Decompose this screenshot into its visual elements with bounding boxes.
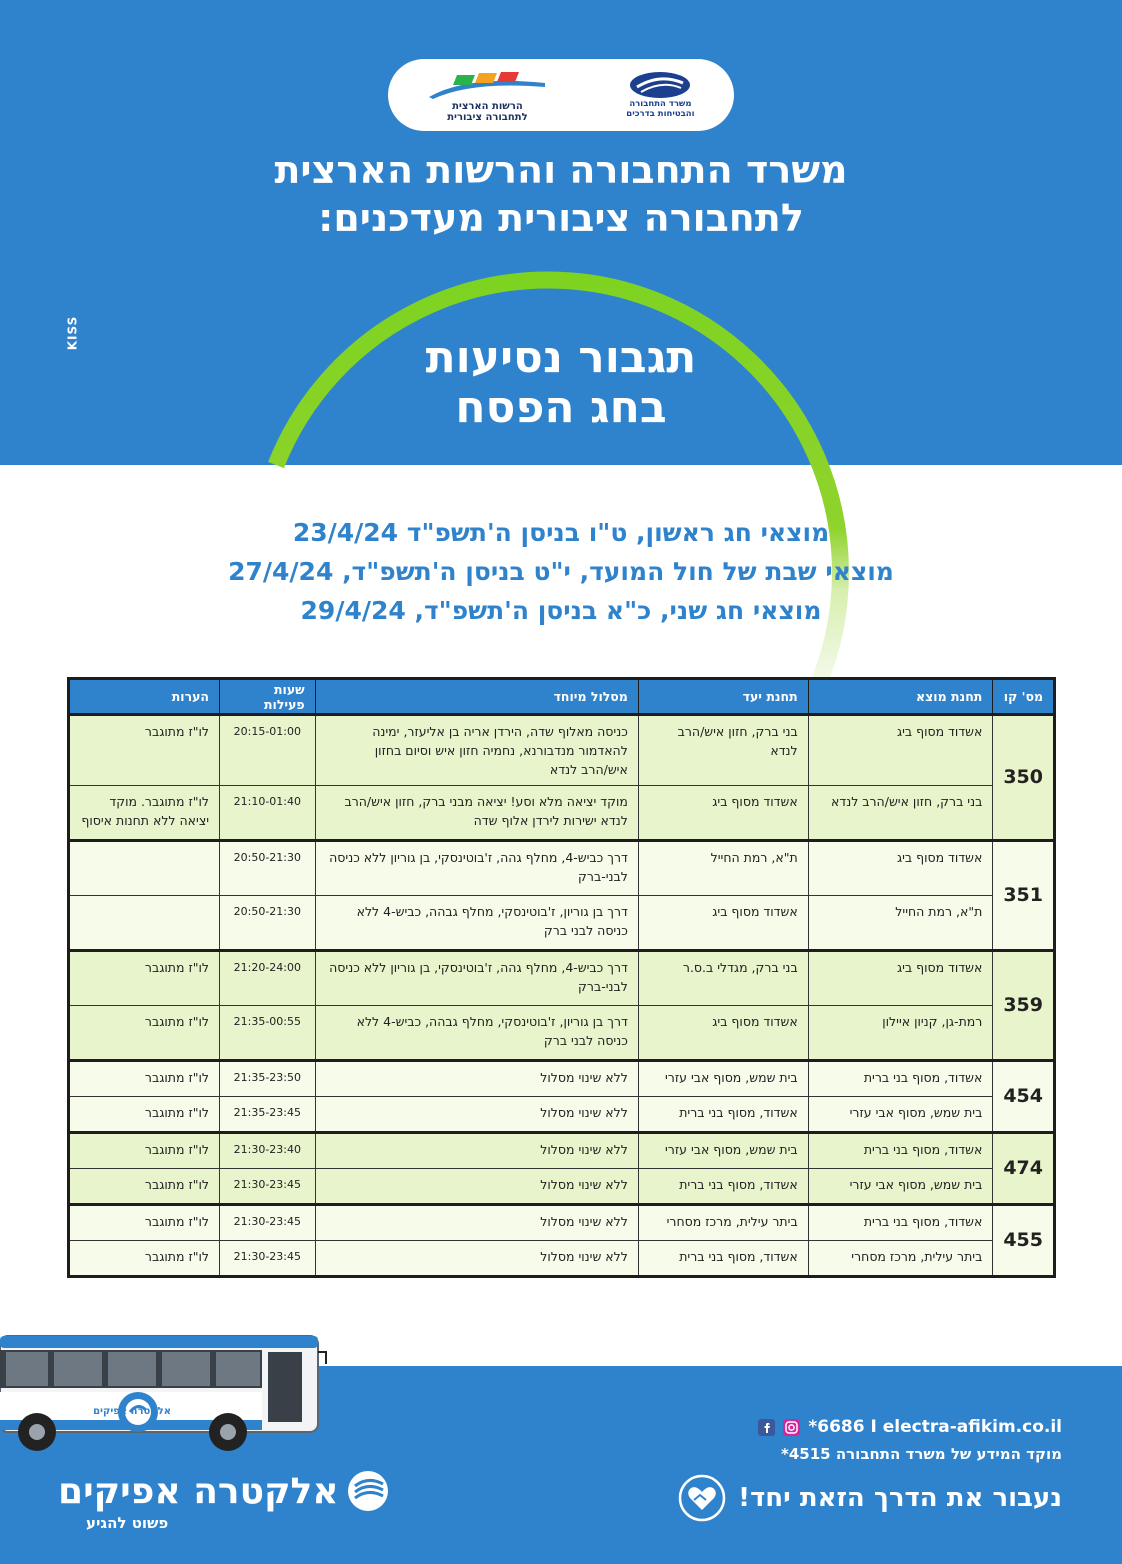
- headline-line2: לתחבורה ציבורית מעדכנים:: [318, 196, 804, 240]
- origin-cell: אשדוד, מסוף בני ברית: [808, 1061, 993, 1097]
- route-cell: ללא שינוי מסלול: [315, 1169, 638, 1205]
- notes-cell: לו"ז מתוגבר: [69, 1061, 220, 1097]
- date-line: מוצאי חג שני, כ"א בניסן ה'תשפ"ד, 29/4/24: [300, 596, 822, 625]
- instagram-icon[interactable]: [783, 1419, 800, 1436]
- route-cell: ללא שינוי מסלול: [315, 1061, 638, 1097]
- bus-illustration: [0, 1330, 330, 1460]
- notes-cell: לו"ז מתוגבר: [69, 951, 220, 1006]
- electra-afikim-logo: [58, 1470, 389, 1532]
- route-cell: כניסה מאלוף שדה, הירדן אריה בן אליעזר, ימינה להאדמור מנדבורנא, נחמיה חזון איש וסיום בחזון איש/הרב לנדא: [315, 715, 638, 786]
- destination-cell: ת"א, רמת החייל: [638, 841, 808, 896]
- notes-cell: לו"ז מתוגבר: [69, 1169, 220, 1205]
- announcement-headline: [0, 146, 1122, 242]
- nta-name-line2: לתחבורה ציבורית: [447, 112, 528, 123]
- hours-cell: 21:35-23:45: [220, 1097, 316, 1133]
- line-number: 350: [993, 715, 1055, 841]
- table-row: [69, 841, 1055, 896]
- hours-cell: 20:50-21:30: [220, 896, 316, 951]
- title-line1: תגבור נסיעות: [425, 332, 697, 383]
- route-cell: דרך בן גוריון, ז'בוטינסקי, מחלף גבהה, כביש-4 ללא כניסה לבני ברק: [315, 896, 638, 951]
- column-header-line: מס' קו: [993, 679, 1055, 715]
- hours-cell: 21:20-24:00: [220, 951, 316, 1006]
- table-row: [69, 1061, 1055, 1097]
- line-number: 455: [993, 1205, 1055, 1277]
- facebook-icon[interactable]: [758, 1419, 775, 1436]
- service-dates: [0, 513, 1122, 630]
- nta-logo: [427, 67, 547, 123]
- notes-cell: [69, 896, 220, 951]
- destination-cell: בית שמש, מסוף אבי עזרי: [638, 1133, 808, 1169]
- schedule-table: [67, 677, 1056, 1278]
- line-group-351: [69, 841, 1055, 951]
- route-cell: מוקד יציאה מלא וסע! יציאה מבני ברק, חזון איש/הרב לנדא ישירות לירדן אלוף שדה: [315, 786, 638, 841]
- route-cell: דרך כביש-4, מחלף גהה, ז'בוטינסקי, בן גוריון ללא כניסה לבני-ברק: [315, 841, 638, 896]
- notes-cell: לו"ז מתוגבר: [69, 715, 220, 786]
- page-title: [0, 333, 1122, 433]
- route-cell: ללא שינוי מסלול: [315, 1133, 638, 1169]
- notes-cell: [69, 841, 220, 896]
- contact-line[interactable]: *6686 I electra-afikim.co.il: [808, 1417, 1062, 1437]
- origin-cell: בני ברק, חזון איש/הרב לנדא: [808, 786, 993, 841]
- table-row: [69, 896, 1055, 951]
- line-group-474: [69, 1133, 1055, 1205]
- hours-cell: 21:30-23:40: [220, 1133, 316, 1169]
- origin-cell: רמת-גן, קניון איילון: [808, 1006, 993, 1061]
- destination-cell: אשדוד, מסוף בני ברית: [638, 1097, 808, 1133]
- notes-cell: לו"ז מתוגבר. מוקד יציאה ללא תחנות איסוף: [69, 786, 220, 841]
- origin-cell: בית שמש, מסוף אבי עזרי: [808, 1097, 993, 1133]
- slogan: [678, 1474, 1062, 1522]
- date-line: מוצאי חג ראשון, ט"ו בניסן ה'תשפ"ד 23/4/24: [292, 518, 830, 547]
- column-header-destination: תחנת יעד: [638, 679, 808, 715]
- date-line: מוצאי שבת של חול המועד, י"ט בניסן ה'תשפ"ד, 27/4/24: [228, 557, 894, 586]
- title-line2: בחג הפסח: [455, 382, 667, 433]
- origin-cell: אשדוד מסוף ביג: [808, 841, 993, 896]
- origin-cell: בית שמש, מסוף אבי עזרי: [808, 1169, 993, 1205]
- ministry-name-line1: משרד התחבורה: [629, 99, 692, 109]
- partner-logos: [388, 59, 734, 131]
- column-header-route: מסלול מיוחד: [315, 679, 638, 715]
- destination-cell: אשדוד, מסוף בני ברית: [638, 1169, 808, 1205]
- bus-brand-label: אלקטרה אפיקים: [93, 1406, 171, 1417]
- notes-cell: לו"ז מתוגבר: [69, 1205, 220, 1241]
- line-group-455: [69, 1205, 1055, 1277]
- table-row: [69, 1006, 1055, 1061]
- hours-cell: 21:30-23:45: [220, 1241, 316, 1277]
- contact-info: [758, 1413, 1062, 1463]
- hours-cell: 21:35-00:55: [220, 1006, 316, 1061]
- origin-cell: אשדוד מסוף ביג: [808, 951, 993, 1006]
- brand-tagline: פשוט להגיע: [86, 1514, 169, 1532]
- column-header-origin: תחנת מוצא: [808, 679, 993, 715]
- origin-cell: ת"א, רמת החייל: [808, 896, 993, 951]
- info-hotline: מוקד המידע של משרד התחבורה 4515*: [781, 1445, 1062, 1463]
- destination-cell: ביתר עילית, מרכז מסחרי: [638, 1205, 808, 1241]
- hours-cell: 21:30-23:45: [220, 1205, 316, 1241]
- table-header: [69, 679, 1055, 715]
- nta-logo-icon: [427, 67, 547, 101]
- column-header-notes: הערות: [69, 679, 220, 715]
- destination-cell: בית שמש, מסוף אבי עזרי: [638, 1061, 808, 1097]
- line-number: 351: [993, 841, 1055, 951]
- nta-name-line1: הרשות הארצית: [452, 101, 523, 112]
- line-group-454: [69, 1061, 1055, 1133]
- slogan-text: נעבור את הדרך הזאת יחד!: [738, 1483, 1062, 1513]
- hours-cell: 21:10-01:40: [220, 786, 316, 841]
- table-row: [69, 1133, 1055, 1169]
- table-row: [69, 786, 1055, 841]
- headline-line1: משרד התחבורה והרשות הארצית: [274, 148, 848, 192]
- line-number: 454: [993, 1061, 1055, 1133]
- destination-cell: בני ברק, חזון איש/הרב לנדא: [638, 715, 808, 786]
- origin-cell: אשדוד מסוף ביג: [808, 715, 993, 786]
- destination-cell: אשדוד, מסוף בני ברית: [638, 1241, 808, 1277]
- handshake-heart-icon: [678, 1474, 726, 1522]
- origin-cell: אשדוד, מסוף בני ברית: [808, 1133, 993, 1169]
- line-number: 359: [993, 951, 1055, 1061]
- table-row: [69, 715, 1055, 786]
- hours-cell: 20:15-01:00: [220, 715, 316, 786]
- table-row: [69, 1169, 1055, 1205]
- notes-cell: לו"ז מתוגבר: [69, 1241, 220, 1277]
- brand-mark-icon: [347, 1470, 389, 1512]
- hours-cell: 21:35-23:50: [220, 1061, 316, 1097]
- destination-cell: אשדוד מסוף ביג: [638, 786, 808, 841]
- ministry-name-line2: והבטיחות בדרכים: [626, 109, 695, 119]
- route-cell: דרך כביש-4, מחלף גהה, ז'בוטינסקי, בן גוריון ללא כניסה לבני-ברק: [315, 951, 638, 1006]
- destination-cell: בני ברק, מגדלי ב.ס.ר: [638, 951, 808, 1006]
- column-header-hours: שעות פעילות: [220, 679, 316, 715]
- hours-cell: 20:50-21:30: [220, 841, 316, 896]
- side-tag: KISS: [65, 315, 80, 351]
- route-cell: ללא שינוי מסלול: [315, 1241, 638, 1277]
- route-cell: ללא שינוי מסלול: [315, 1097, 638, 1133]
- notes-cell: לו"ז מתוגבר: [69, 1133, 220, 1169]
- notes-cell: לו"ז מתוגבר: [69, 1097, 220, 1133]
- ministry-emblem-icon: [629, 71, 691, 99]
- table-row: [69, 951, 1055, 1006]
- ministry-logo: [626, 71, 694, 119]
- table-row: [69, 1097, 1055, 1133]
- destination-cell: אשדוד מסוף ביג: [638, 896, 808, 951]
- brand-name: אלקטרה אפיקים: [58, 1470, 339, 1512]
- origin-cell: ביתר עילית, מרכז מסחרי: [808, 1241, 993, 1277]
- route-cell: דרך בן גוריון, ז'בוטינסקי, מחלף גבהה, כביש-4 ללא כניסה לבני ברק: [315, 1006, 638, 1061]
- line-group-359: [69, 951, 1055, 1061]
- origin-cell: אשדוד, מסוף בני ברית: [808, 1205, 993, 1241]
- destination-cell: אשדוד מסוף ביג: [638, 1006, 808, 1061]
- line-number: 474: [993, 1133, 1055, 1205]
- route-cell: ללא שינוי מסלול: [315, 1205, 638, 1241]
- table-row: [69, 1241, 1055, 1277]
- notes-cell: לו"ז מתוגבר: [69, 1006, 220, 1061]
- table-row: [69, 1205, 1055, 1241]
- hours-cell: 21:30-23:45: [220, 1169, 316, 1205]
- line-group-350: [69, 715, 1055, 841]
